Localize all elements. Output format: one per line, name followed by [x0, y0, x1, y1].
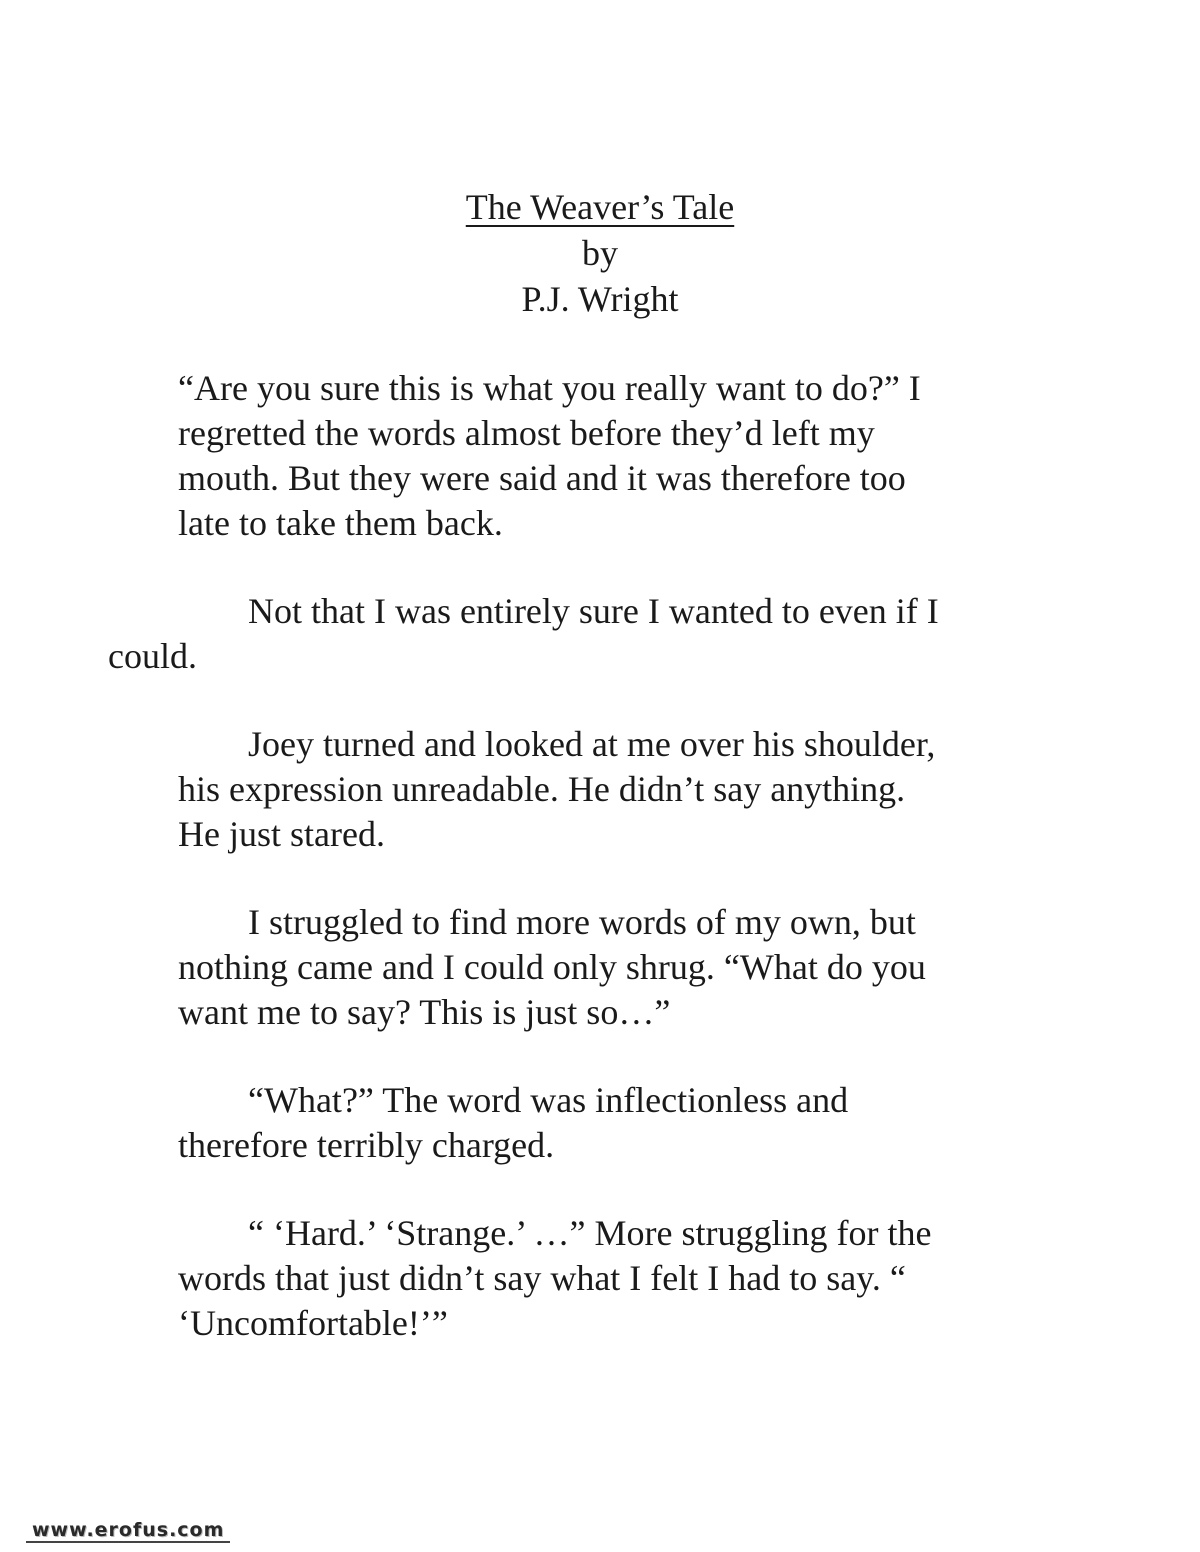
paragraph	[178, 1078, 1018, 1168]
text-line: Joey turned and looked at me over his shoulder,	[248, 724, 936, 764]
byline: by	[582, 233, 618, 273]
text-line: his expression unreadable. He didn’t say anything.	[178, 769, 906, 809]
author-name: P.J. Wright	[521, 279, 679, 319]
text-line: nothing came and I could only shrug. “What do you	[178, 947, 926, 987]
text-line: “ ‘Hard.’ ‘Strange.’ …” More struggling for the	[248, 1213, 932, 1253]
text-line: late to take them back.	[178, 503, 503, 543]
text-line: I struggled to find more words of my own, but	[248, 902, 916, 942]
text-line: Not that I was entirely sure I wanted to even if I	[248, 591, 939, 631]
paragraph	[108, 589, 1018, 679]
text-line: mouth. But they were said and it was therefore too	[178, 458, 906, 498]
paragraph	[178, 900, 1018, 1035]
story-title: The Weaver’s Tale	[465, 187, 735, 227]
text-line: “Are you sure this is what you really want to do?” I	[178, 368, 921, 408]
text-line: words that just didn’t say what I felt I had to say. “	[178, 1258, 906, 1298]
text-line: could.	[108, 636, 197, 676]
story-body	[108, 366, 1018, 1389]
paragraph	[178, 1211, 1018, 1346]
text-line: “What?” The word was inflectionless and	[248, 1080, 849, 1120]
text-line: He just stared.	[178, 814, 385, 854]
title-block	[0, 184, 1200, 322]
text-line: want me to say? This is just so…”	[178, 992, 671, 1032]
paragraph	[178, 722, 1018, 857]
paragraph	[178, 366, 1018, 546]
text-line: ‘Uncomfortable!’”	[178, 1303, 448, 1343]
text-line: regretted the words almost before they’d left my	[178, 413, 875, 453]
text-line: therefore terribly charged.	[178, 1125, 555, 1165]
site-watermark: www.erofus.com	[26, 1519, 230, 1543]
